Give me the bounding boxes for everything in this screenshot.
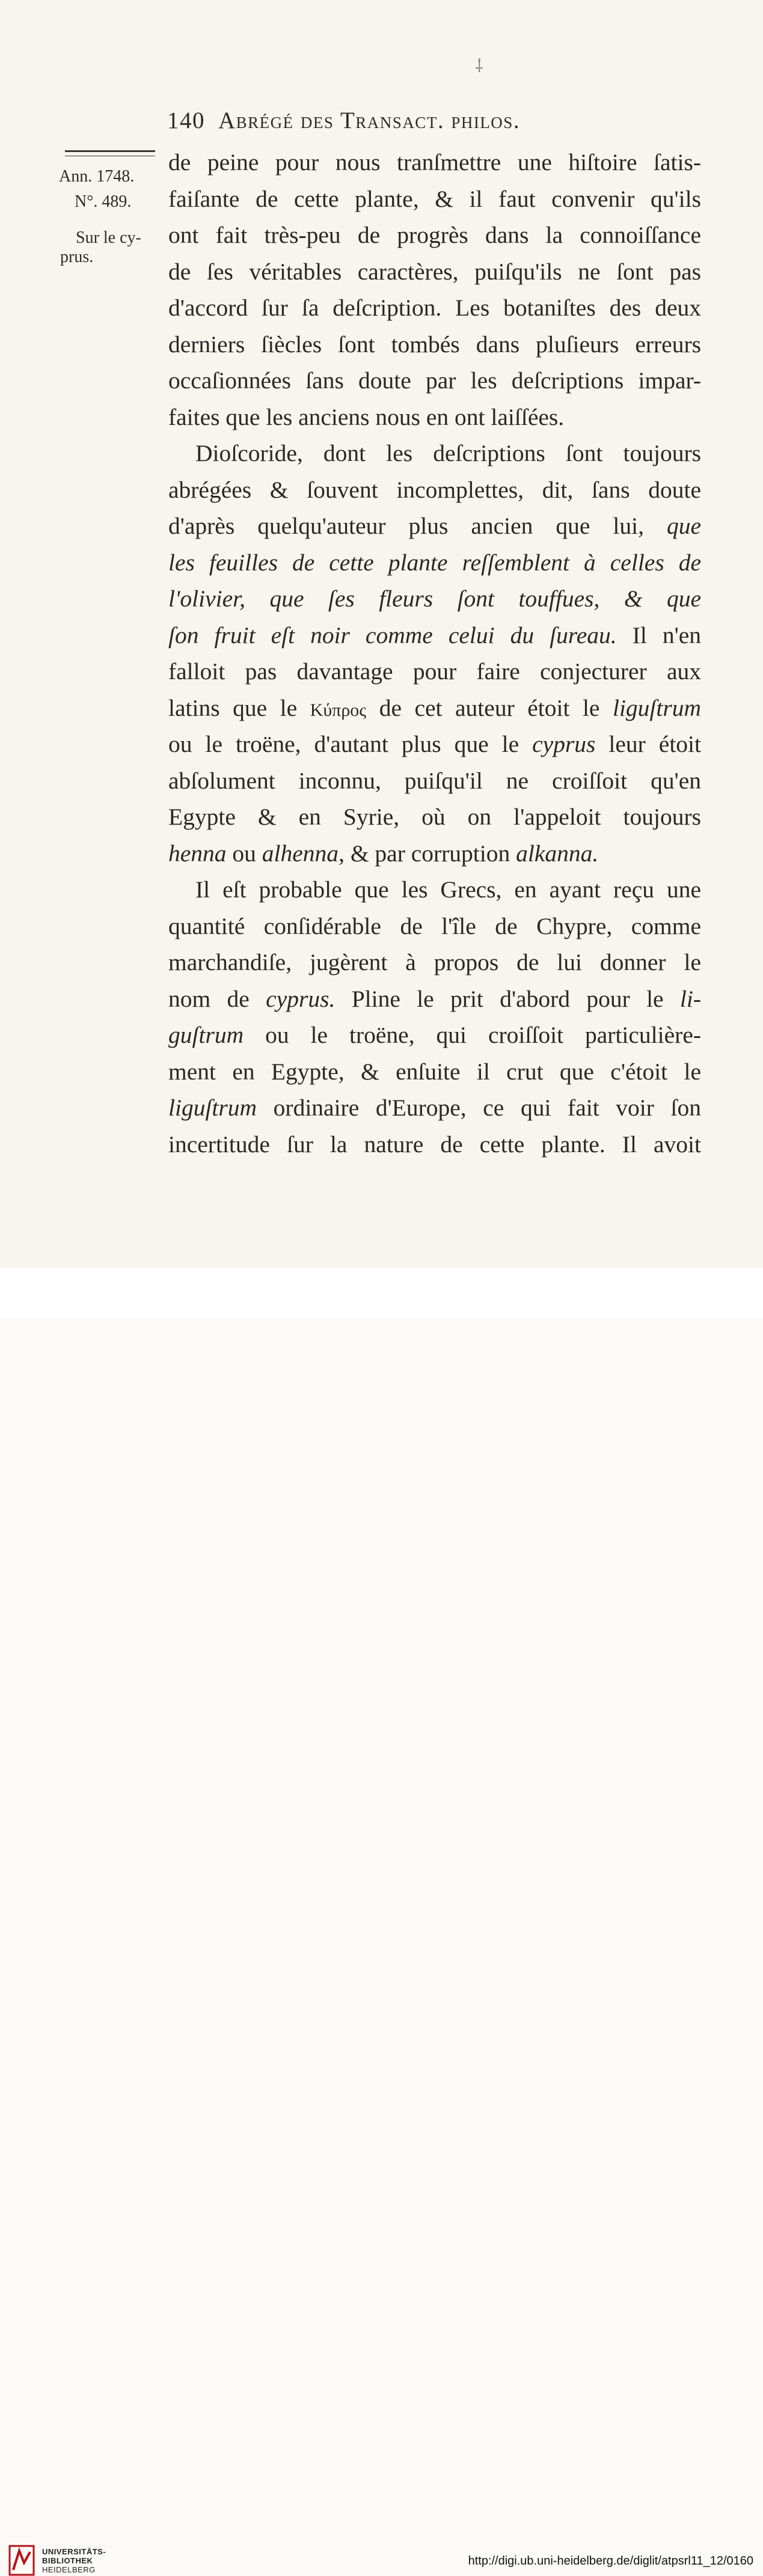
text-line: abſolument inconnu, puiſqu'il ne croiſſoit qu'en — [168, 767, 701, 794]
library-name — [42, 2547, 106, 2574]
italic-run: que — [666, 513, 701, 539]
text-line — [168, 1017, 701, 1054]
library-name-line: HEIDELBERG — [42, 2565, 96, 2574]
page-number: 140 — [167, 108, 205, 133]
text-line — [168, 1090, 701, 1126]
text-line: marchandiſe, jugèrent à propos de lui donner le — [168, 949, 701, 975]
italic-run: liguſtrum — [168, 1094, 257, 1121]
text-line: Dioſcoride, dont les deſcriptions ſont toujours — [195, 440, 701, 466]
margin-subject-2: prus. — [60, 248, 94, 266]
margin-rule — [65, 150, 155, 156]
text-line: occaſionnées ſans doute par les deſcriptions impar- — [168, 367, 701, 394]
text-line: incertitude ſur la nature de cette plante. Il avoit — [168, 1131, 701, 1158]
margin-subject-1: Sur le cy- — [76, 228, 141, 247]
text-run: nom de — [168, 985, 250, 1012]
running-title: Abrégé des Transact. philos. — [218, 108, 521, 133]
text-line — [168, 981, 701, 1018]
book-page — [0, 0, 763, 1268]
text-line: de peine pour nous tranſmettre une hiſtoire ſatis- — [168, 149, 701, 175]
library-name-line: BIBLIOTHEK — [42, 2556, 93, 2565]
library-name-line: UNIVERSITÄTS- — [42, 2547, 106, 2556]
text-line: faiſante de cette plante, & il faut convenir qu'ils — [168, 185, 701, 212]
text-run: de cet auteur étoit le — [379, 694, 600, 721]
text-line — [168, 581, 701, 617]
italic-run: les feuilles de cette plante reſſemblent à celles de — [168, 549, 701, 576]
text-line — [168, 835, 701, 872]
italic-run: cyprus. — [266, 985, 336, 1012]
text-line — [168, 508, 701, 545]
italic-run: alkanna. — [516, 840, 599, 867]
viewer-footer — [0, 1268, 763, 2574]
italic-run: guſtrum — [168, 1022, 244, 1048]
italic-run: alhenna — [262, 840, 339, 867]
text-line: d'accord ſur ſa deſcription. Les botaniſtes des deux — [168, 295, 701, 321]
italic-run: liguſtrum — [612, 694, 702, 721]
text-line — [168, 545, 701, 581]
text-line: falloit pas davantage pour faire conjecturer aux — [168, 658, 701, 685]
italic-run: henna — [168, 840, 227, 867]
paragraph-1 — [168, 144, 701, 435]
text-line — [168, 726, 701, 763]
italic-run: ſon fruit eſt noir comme celui du ſureau. — [168, 621, 617, 649]
paragraph-2 — [168, 435, 701, 871]
source-url-link[interactable]: http://digi.ub.uni-heidelberg.de/diglit/atpsrl11_12/0160 — [468, 2554, 753, 2568]
text-run: , & par corruption — [339, 840, 510, 867]
italic-run: cyprus — [532, 731, 596, 757]
text-line: Egypte & en Syrie, où on l'appeloit toujours — [168, 804, 701, 830]
text-line: Il eſt probable que les Grecs, en ayant reçu une — [195, 876, 701, 903]
text-run: leur étoit — [608, 731, 701, 757]
text-run: latins que le — [168, 694, 298, 721]
text-line — [168, 690, 701, 727]
text-line: faites que les anciens nous en ont laiſſées. — [168, 403, 565, 430]
text-line: abrégées & ſouvent incomplettes, dit, ſans doute — [168, 476, 701, 503]
margin-year: Ann. 1748. — [59, 167, 135, 186]
italic-run: li- — [679, 985, 702, 1012]
text-line: quantité conſidérable de l'île de Chypre, comme — [168, 912, 701, 939]
margin-number: N°. 489. — [75, 192, 132, 211]
running-head — [167, 107, 520, 134]
text-run: Il n'en — [632, 621, 702, 649]
text-line: de ſes véritables caractères, puiſqu'ils ne ſont pas — [168, 258, 701, 285]
text-run: ou le troëne, qui croiſſoit particulière- — [265, 1022, 702, 1048]
text-line — [168, 617, 701, 654]
text-run: Pline le prit d'abord pour le — [351, 985, 664, 1012]
italic-run: l'olivier, que ſes fleurs ſont touffues, & que — [168, 585, 701, 612]
text-run: ordinaire d'Europe, ce qui fait voir ſon — [273, 1094, 702, 1121]
text-line: ment en Egypte, & enſuite il crut que c'étoit le — [168, 1058, 701, 1085]
text-run: d'après quelqu'auteur plus ancien que lui, — [168, 513, 644, 539]
library-logo-icon — [8, 2545, 35, 2576]
ink-mark: ⸸ — [475, 56, 484, 76]
text-run: ou le troëne, d'autant plus que le — [168, 731, 519, 757]
body-text — [168, 144, 701, 1162]
text-run: ou — [232, 840, 256, 867]
paragraph-3 — [168, 871, 701, 1162]
greek-word: Κύπρος — [310, 700, 367, 720]
text-line: derniers ſiècles ſont tombés dans pluſieurs erreurs — [168, 331, 701, 358]
text-line: ont fait très-peu de progrès dans la connoiſſance — [168, 222, 701, 248]
